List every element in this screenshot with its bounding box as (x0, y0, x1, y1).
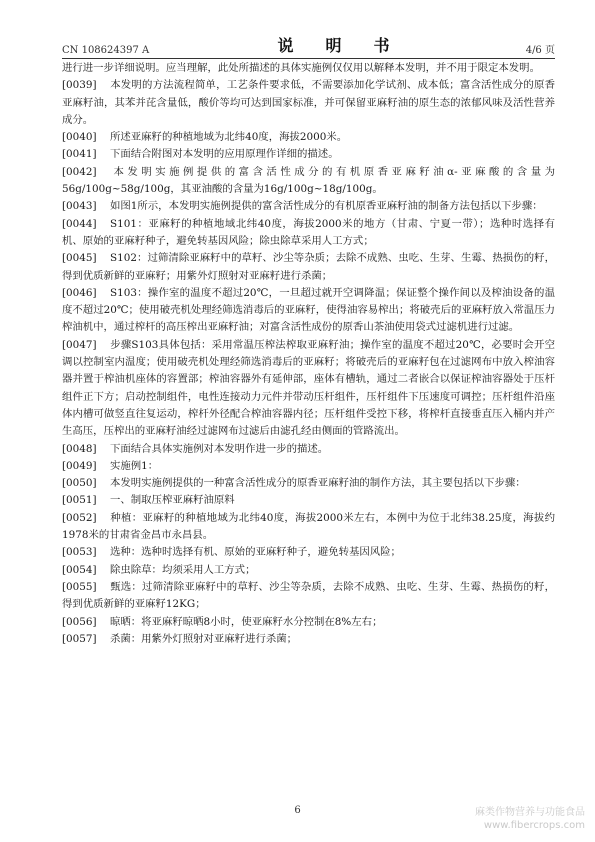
paragraph-number: [0054] (62, 563, 97, 576)
paragraph-number: [0042] (62, 165, 97, 178)
page-number: 6 (294, 805, 301, 816)
paragraph (62, 285, 555, 337)
paragraph-number: [0057] (62, 632, 97, 645)
paragraph (62, 492, 555, 509)
page-header (62, 32, 555, 59)
paragraph-text: 所述亚麻籽的种植地域为北纬40度，海拔2000米。 (110, 131, 348, 144)
paragraph-text: S103：操作室的温度不超过20℃，一旦超过就开空调降温；保证整个操作间以及榨油设备的温度不超过20℃；使用破壳机处理经筛选消毒后的亚麻籽，使得油容易榨出；将破壳后的亚麻籽放入常温压力榨油机中，通过榨杆的高压榨出亚麻籽油；对富含活性成份的原香山茶油使用袋式过滤机进行过滤。 (62, 286, 555, 334)
paragraph (62, 441, 555, 458)
paragraph-number: [0041] (62, 148, 97, 161)
paragraph-text: 如图1所示，本发明实施例提供的富含活性成分的有机原香亚麻籽油的制备方法包括以下步骤： (110, 200, 543, 213)
paragraph-number: [0045] (62, 252, 97, 265)
paragraph (62, 216, 555, 251)
paragraph (62, 250, 555, 285)
paragraph-number: [0051] (62, 494, 97, 507)
paragraph-text: 选种：选种时选择有机、原始的亚麻籽种子，避免转基因风险； (110, 546, 401, 559)
paragraph (62, 614, 555, 631)
page-indicator: 4/6 页 (525, 45, 555, 56)
document-title: 说 明 书 (277, 36, 398, 55)
paragraph-text: 杀菌：用紫外灯照射对亚麻籽进行杀菌； (110, 632, 298, 645)
watermark-line-2: www.fibercrops.com (483, 820, 585, 831)
paragraph (62, 146, 555, 163)
watermark (475, 806, 585, 832)
paragraph-number: [0040] (62, 131, 97, 144)
paragraph (62, 60, 555, 77)
paragraph-number: [0046] (62, 286, 97, 299)
paragraph-number: [0053] (62, 546, 97, 559)
paragraph (62, 544, 555, 561)
paragraph-text: 进行进一步详细说明。应当理解，此处所描述的具体实施例仅仅用以解释本发明，并不用于限定本发明。 (62, 62, 540, 74)
paragraph (62, 579, 555, 614)
paragraph-number: [0039] (62, 79, 97, 92)
paragraph-number: [0052] (62, 511, 97, 524)
paragraph-text: 晾晒：将亚麻籽晾晒8小时，使亚麻籽水分控制在8%左右； (110, 615, 383, 628)
paragraph-text: 步骤S103具体包括：采用常温压榨法榨取亚麻籽油；操作室的温度不超过20℃，必要时会开空调以控制室内温度；使用破壳机处理经筛选消毒后的亚麻籽；将破壳后的亚麻籽包在过滤网布中放入榨油容器并置于榨油机座体的容置部；榨油容器外有延伸部，座体有槽轨，通过二者嵌合以保证榨油容器处于压杆组件正下方；启动控制组件，电性连接动力元件并带动压杆组件，压杆组件下压速度可调控；压杆组件沿座体内槽可做竖直往复运动，榨杆外径配合榨油容器内径；压杆组件受控下移，将榨杆直接垂直压入桶内并产生高压，压榨出的亚麻籽油经过滤网布过滤后由滤孔经由侧面的管路流出。 (62, 338, 555, 438)
paragraph-text: 实施例1： (110, 459, 159, 472)
paragraph-text: 一、制取压榨亚麻籽油原料 (110, 494, 235, 507)
patent-number: CN 108624397 A (62, 45, 150, 56)
paragraph (62, 475, 555, 492)
paragraph (62, 198, 555, 215)
paragraph-text: 除虫除草：均须采用人工方式； (110, 563, 256, 576)
paragraph-number: [0049] (62, 459, 97, 472)
paragraph (62, 458, 555, 475)
paragraph (62, 337, 555, 441)
paragraph-text: S102：过筛清除亚麻籽中的草籽、沙尘等杂质；去除不成熟、虫吃、生芽、生霉、热损伤的籽，得到优质新鲜的亚麻籽；用紫外灯照射对亚麻籽进行杀菌； (62, 252, 555, 282)
paragraph-text: 种植：亚麻籽的种植地域为北纬40度，海拔2000米左右，本例中为位于北纬38.25度，海拔约1978米的甘肃省金昌市永昌县。 (62, 511, 555, 542)
paragraph-number: [0048] (62, 442, 97, 455)
document-body (62, 60, 555, 648)
paragraph-text: 本发明实施例提供的一种富含活性成分的原香亚麻籽油的制作方法，其主要包括以下步骤： (110, 477, 526, 490)
paragraph (62, 77, 555, 129)
paragraph (62, 562, 555, 579)
paragraph-number: [0056] (62, 615, 97, 628)
paragraph-number: [0050] (62, 477, 97, 490)
paragraph-number: [0047] (62, 338, 97, 351)
paragraph-text: S101：亚麻籽的种植地域北纬40度，海拔2000米的地方（甘肃、宁夏一带）；选种时选择有机、原始的亚麻籽种子，避免转基因风险；除虫除草采用人工方式； (62, 217, 555, 247)
paragraph (62, 164, 555, 199)
paragraph-number: [0043] (62, 200, 97, 213)
paragraph (62, 631, 555, 648)
paragraph-text: 本发明的方法流程简单，工艺条件要求低，不需要添加化学试剂、成本低；富含活性成分的原香亚麻籽油，其苯并芘含量低，酸价等均可达到国家标准，并可保留亚麻籽油的原生态的浓郁风味及活性营养成分。 (62, 79, 555, 126)
paragraph-text: 下面结合具体实施例对本发明作进一步的描述。 (110, 442, 329, 455)
paragraph (62, 129, 555, 146)
paragraph-text: 本发明实施例提供的富含活性成分的有机原香亚麻籽油α-亚麻酸的含量为56g/100g~58g/100g，其亚油酸的含量为16g/100g~18g/100g。 (62, 165, 555, 196)
watermark-line-1: 麻类作物营养与功能食品 (475, 807, 585, 818)
paragraph-number: [0055] (62, 580, 97, 593)
paragraph-text: 下面结合附图对本发明的应用原理作详细的描述。 (110, 148, 339, 161)
paragraph-number: [0044] (62, 217, 97, 230)
paragraph-text: 甄选：过筛清除亚麻籽中的草籽、沙尘等杂质，去除不成熟、虫吃、生芽、生霉、热损伤的籽，得到优质新鲜的亚麻籽12KG； (62, 580, 555, 611)
paragraph (62, 510, 555, 545)
